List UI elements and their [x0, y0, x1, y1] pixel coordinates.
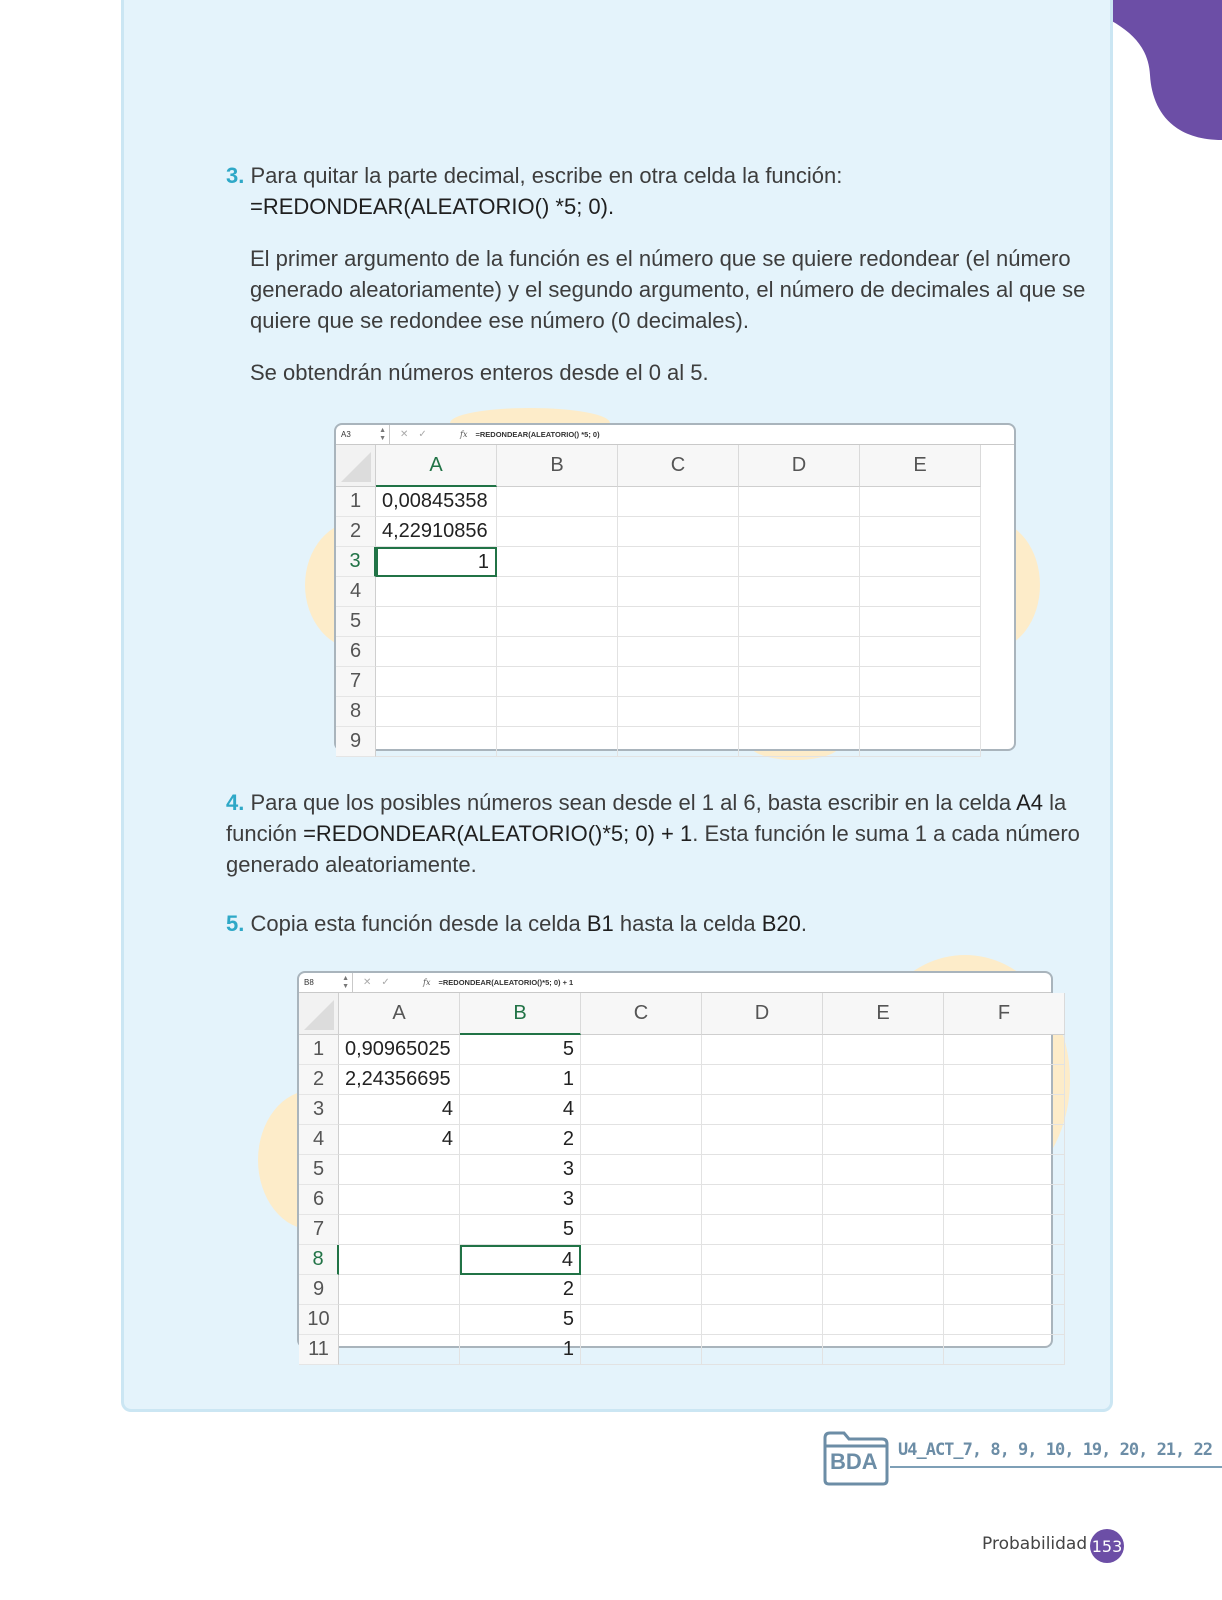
cell-e4[interactable] [823, 1125, 944, 1155]
column-header-b[interactable]: B [460, 993, 581, 1035]
cell-b9[interactable]: 2 [460, 1275, 581, 1305]
row-header-1[interactable]: 1 [336, 487, 376, 517]
select-all-corner[interactable] [299, 993, 339, 1035]
step-4-cell: A4 [1016, 790, 1043, 815]
step-4-text-1: Para que los posibles números sean desde el 1 al 6, basta escribir en la celda [250, 790, 1017, 815]
cell-b1[interactable] [497, 487, 618, 517]
column-header-d[interactable]: D [739, 445, 860, 487]
cell-c5[interactable] [618, 607, 739, 637]
chapter-title: Probabilidad [982, 1534, 1088, 1554]
select-all-icon [341, 452, 371, 482]
spreadsheet-1 [334, 423, 1016, 751]
cell-f3[interactable] [944, 1095, 1065, 1125]
cell-f6[interactable] [944, 1185, 1065, 1215]
column-header-e[interactable]: E [823, 993, 944, 1035]
bda-logo-text: BDA [830, 1449, 878, 1474]
cell-b10[interactable]: 5 [460, 1305, 581, 1335]
row-header-9[interactable]: 9 [299, 1275, 339, 1305]
cell-e3[interactable] [823, 1095, 944, 1125]
cell-a8[interactable] [376, 697, 497, 727]
cell-d2[interactable] [739, 517, 860, 547]
cell-a5[interactable] [376, 607, 497, 637]
row-header-2[interactable]: 2 [336, 517, 376, 547]
cell-c7[interactable] [618, 667, 739, 697]
step-3-explanation: El primer argumento de la función es el número que se quiere redondear (el número generado aleatoriamente) y el segundo argumento, el número de decimales al que se quiere que se redondee ese número (0 decimales). [250, 246, 1086, 333]
cell-b4[interactable]: 2 [460, 1125, 581, 1155]
cell-f10[interactable] [944, 1305, 1065, 1335]
cell-c2[interactable] [581, 1065, 702, 1095]
cell-e4[interactable] [860, 577, 981, 607]
cell-e9[interactable] [823, 1275, 944, 1305]
cell-c8[interactable] [581, 1245, 702, 1275]
step-5-text-1: Copia esta función desde la celda [250, 911, 587, 936]
confirm-icon[interactable]: ✓ [381, 977, 390, 988]
cell-b8[interactable] [497, 697, 618, 727]
step-3-formula: =REDONDEAR(ALEATORIO() *5; 0). [250, 194, 615, 219]
column-header-c[interactable]: C [618, 445, 739, 487]
cell-d8[interactable] [702, 1245, 823, 1275]
step-4-text-2: la función [226, 790, 1067, 846]
cell-d4[interactable] [702, 1125, 823, 1155]
cell-d7[interactable] [702, 1215, 823, 1245]
step-5 [226, 908, 1106, 939]
row-header-5[interactable]: 5 [336, 607, 376, 637]
cell-c3[interactable] [618, 547, 739, 577]
column-header-b[interactable]: B [497, 445, 618, 487]
cell-c3[interactable] [581, 1095, 702, 1125]
cell-b7[interactable]: 5 [460, 1215, 581, 1245]
cell-b5[interactable]: 3 [460, 1155, 581, 1185]
cell-c9[interactable] [618, 727, 739, 757]
cell-d2[interactable] [702, 1065, 823, 1095]
row-header-6[interactable]: 6 [336, 637, 376, 667]
cell-a2[interactable]: 4,22910856 [376, 517, 497, 547]
cell-a6[interactable] [339, 1185, 460, 1215]
step-4-number: 4. [226, 790, 245, 815]
cell-e5[interactable] [823, 1155, 944, 1185]
cell-e9[interactable] [860, 727, 981, 757]
cell-d5[interactable] [702, 1155, 823, 1185]
row-header-8[interactable]: 8 [336, 697, 376, 727]
cell-d6[interactable] [702, 1185, 823, 1215]
row-header-4[interactable]: 4 [299, 1125, 339, 1155]
cell-e8[interactable] [860, 697, 981, 727]
cell-f2[interactable] [944, 1065, 1065, 1095]
step-4-text-3: . Esta función le suma 1 a cada número generado aleatoriamente. [226, 821, 1080, 877]
cell-a9[interactable] [339, 1275, 460, 1305]
cell-c2[interactable] [618, 517, 739, 547]
step-5-cell-1: B1 [586, 911, 614, 936]
row-header-4[interactable]: 4 [336, 577, 376, 607]
cell-c1[interactable] [618, 487, 739, 517]
cell-f8[interactable] [944, 1245, 1065, 1275]
cell-a7[interactable] [376, 667, 497, 697]
stepper-icon: ▲ ▼ [342, 975, 349, 990]
cell-d1[interactable] [739, 487, 860, 517]
column-header-e[interactable]: E [860, 445, 981, 487]
cell-a5[interactable] [339, 1155, 460, 1185]
cell-a3[interactable]: 1 [376, 547, 497, 577]
cell-b1[interactable]: 5 [460, 1035, 581, 1065]
cell-e6[interactable] [860, 637, 981, 667]
cell-a3[interactable]: 4 [339, 1095, 460, 1125]
cell-b2[interactable] [497, 517, 618, 547]
cell-d3[interactable] [739, 547, 860, 577]
cell-d5[interactable] [739, 607, 860, 637]
confirm-icon[interactable]: ✓ [418, 429, 427, 440]
cell-b3[interactable] [497, 547, 618, 577]
formula-text[interactable]: =REDONDEAR(ALEATORIO()*5; 0) + 1 [438, 978, 574, 987]
cell-f4[interactable] [944, 1125, 1065, 1155]
step-4-formula: =REDONDEAR(ALEATORIO()*5; 0) + 1 [303, 821, 693, 846]
row-header-1[interactable]: 1 [299, 1035, 339, 1065]
row-header-2[interactable]: 2 [299, 1065, 339, 1095]
cell-a1[interactable]: 0,90965025 [339, 1035, 460, 1065]
cell-f11[interactable] [944, 1335, 1065, 1365]
cell-a4[interactable]: 4 [339, 1125, 460, 1155]
cell-c6[interactable] [618, 637, 739, 667]
cell-e10[interactable] [823, 1305, 944, 1335]
select-all-corner[interactable] [336, 445, 376, 487]
step-3-text: Para quitar la parte decimal, escribe en otra celda la función: [250, 163, 843, 188]
cell-e8[interactable] [823, 1245, 944, 1275]
cell-a11[interactable] [339, 1335, 460, 1365]
cell-a6[interactable] [376, 637, 497, 667]
page-number: 153 [1090, 1529, 1124, 1563]
cell-e5[interactable] [860, 607, 981, 637]
row-header-3[interactable]: 3 [336, 547, 376, 577]
step-5-cell-2: B20 [761, 911, 801, 936]
cell-c4[interactable] [581, 1125, 702, 1155]
cell-a7[interactable] [339, 1215, 460, 1245]
step-3 [226, 160, 1106, 222]
cell-b7[interactable] [497, 667, 618, 697]
row-header-5[interactable]: 5 [299, 1155, 339, 1185]
cell-b9[interactable] [497, 727, 618, 757]
cell-b8[interactable]: 4 [460, 1245, 581, 1275]
cell-c9[interactable] [581, 1275, 702, 1305]
cell-e1[interactable] [823, 1035, 944, 1065]
column-header-a[interactable]: A [339, 993, 460, 1035]
row-header-10[interactable]: 10 [299, 1305, 339, 1335]
cell-b11[interactable]: 1 [460, 1335, 581, 1365]
column-header-d[interactable]: D [702, 993, 823, 1035]
cell-e2[interactable] [823, 1065, 944, 1095]
cell-c7[interactable] [581, 1215, 702, 1245]
cell-f5[interactable] [944, 1155, 1065, 1185]
select-all-icon [304, 1000, 334, 1030]
column-header-a[interactable]: A [376, 445, 497, 487]
cell-d6[interactable] [739, 637, 860, 667]
cell-a4[interactable] [376, 577, 497, 607]
bda-activity-codes[interactable]: U4_ACT_7, 8, 9, 10, 19, 20, 21, 22 [898, 1440, 1212, 1460]
spreadsheet-2 [297, 971, 1053, 1360]
cell-c1[interactable] [581, 1035, 702, 1065]
divider [890, 1466, 1222, 1468]
cell-c10[interactable] [581, 1305, 702, 1335]
cell-a10[interactable] [339, 1305, 460, 1335]
row-header-8[interactable]: 8 [299, 1245, 339, 1275]
cell-e3[interactable] [860, 547, 981, 577]
column-header-c[interactable]: C [581, 993, 702, 1035]
cell-e1[interactable] [860, 487, 981, 517]
cell-a2[interactable]: 2,24356695 [339, 1065, 460, 1095]
row-header-3[interactable]: 3 [299, 1095, 339, 1125]
cell-d1[interactable] [702, 1035, 823, 1065]
cell-a8[interactable] [339, 1245, 460, 1275]
cell-e6[interactable] [823, 1185, 944, 1215]
row-header-9[interactable]: 9 [336, 727, 376, 757]
step-4 [226, 787, 1106, 880]
cell-b5[interactable] [497, 607, 618, 637]
cell-e2[interactable] [860, 517, 981, 547]
cell-d8[interactable] [739, 697, 860, 727]
cell-b4[interactable] [497, 577, 618, 607]
name-box[interactable] [336, 425, 390, 444]
cell-b3[interactable]: 4 [460, 1095, 581, 1125]
cell-b6[interactable]: 3 [460, 1185, 581, 1215]
cell-reference: A3 [341, 430, 351, 439]
cell-c8[interactable] [618, 697, 739, 727]
cell-b2[interactable]: 1 [460, 1065, 581, 1095]
column-header-f[interactable]: F [944, 993, 1065, 1035]
cell-d10[interactable] [702, 1305, 823, 1335]
cell-d7[interactable] [739, 667, 860, 697]
stepper-icon: ▲ ▼ [379, 427, 386, 442]
cell-a1[interactable]: 0,00845358 [376, 487, 497, 517]
row-header-7[interactable]: 7 [299, 1215, 339, 1245]
cell-reference: B8 [304, 978, 314, 987]
row-header-7[interactable]: 7 [336, 667, 376, 697]
row-header-11[interactable]: 11 [299, 1335, 339, 1365]
formula-text[interactable]: =REDONDEAR(ALEATORIO() *5; 0) [475, 430, 600, 439]
cancel-icon[interactable]: ✕ [400, 429, 409, 440]
cell-b6[interactable] [497, 637, 618, 667]
cell-c5[interactable] [581, 1155, 702, 1185]
formula-bar [299, 973, 1051, 993]
cell-d3[interactable] [702, 1095, 823, 1125]
cell-d4[interactable] [739, 577, 860, 607]
cell-c6[interactable] [581, 1185, 702, 1215]
step-5-text-3: . [800, 911, 808, 936]
cell-f7[interactable] [944, 1215, 1065, 1245]
cell-d9[interactable] [739, 727, 860, 757]
cell-c11[interactable] [581, 1335, 702, 1365]
step-3-result: Se obtendrán números enteros desde el 0 al 5. [250, 360, 709, 385]
cell-c4[interactable] [618, 577, 739, 607]
cell-e7[interactable] [860, 667, 981, 697]
cell-f9[interactable] [944, 1275, 1065, 1305]
formula-bar [336, 425, 1014, 445]
cancel-icon[interactable]: ✕ [363, 977, 372, 988]
cell-a9[interactable] [376, 727, 497, 757]
step-5-number: 5. [226, 911, 245, 936]
cell-d11[interactable] [702, 1335, 823, 1365]
step-5-text-2: hasta la celda [613, 911, 762, 936]
function-icon[interactable]: fx [460, 430, 468, 439]
name-box[interactable] [299, 973, 353, 992]
cell-f1[interactable] [944, 1035, 1065, 1065]
function-icon[interactable]: fx [423, 978, 431, 987]
cell-e7[interactable] [823, 1215, 944, 1245]
row-header-6[interactable]: 6 [299, 1185, 339, 1215]
cell-d9[interactable] [702, 1275, 823, 1305]
step-3-number: 3. [226, 163, 245, 188]
cell-e11[interactable] [823, 1335, 944, 1365]
